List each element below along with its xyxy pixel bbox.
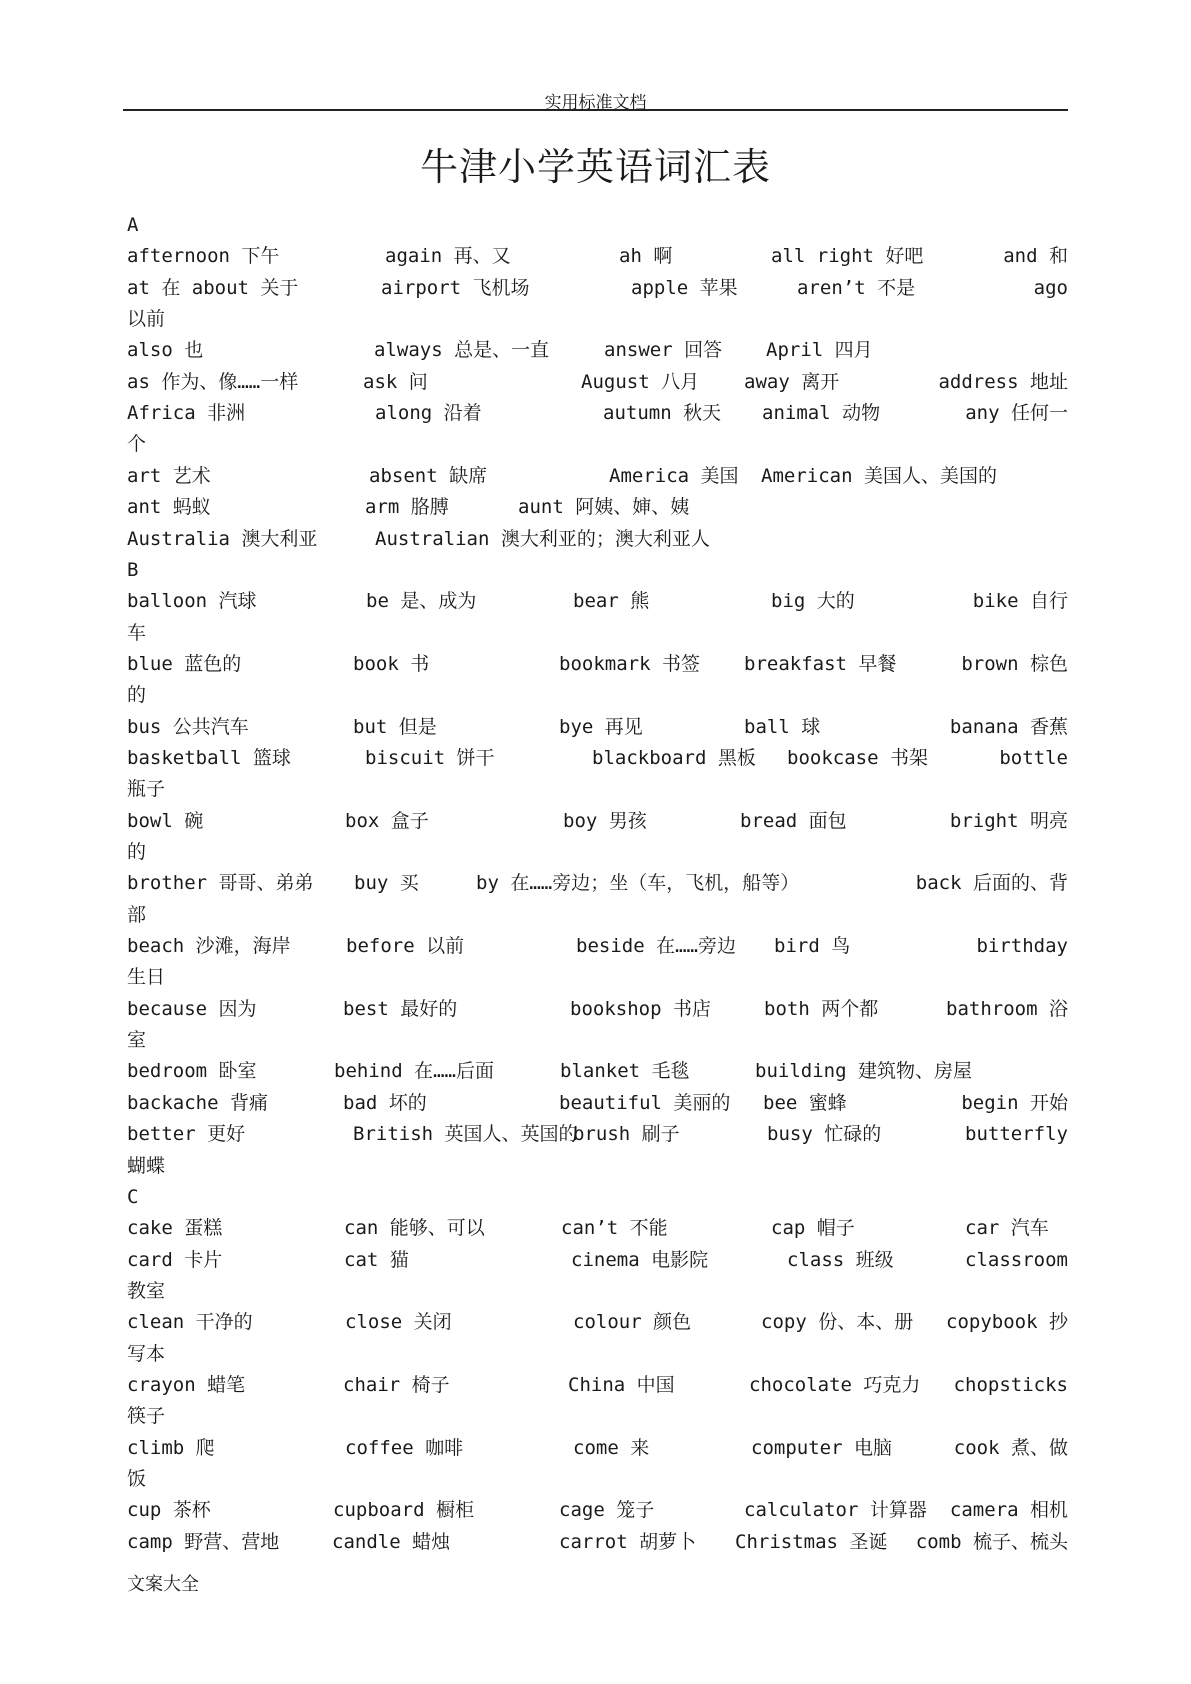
vocab-entry: also 也 xyxy=(127,339,204,362)
vocab-entry: basketball 篮球 xyxy=(127,746,291,769)
vocab-line xyxy=(127,492,1068,523)
vocab-entry: butterfly xyxy=(965,1123,1068,1146)
vocab-entry: classroom xyxy=(965,1248,1068,1271)
vocab-entry: bedroom 卧室 xyxy=(127,1060,257,1083)
vocab-entry: building 建筑物、房屋 xyxy=(755,1060,972,1083)
vocab-entry: bird 鸟 xyxy=(774,935,851,958)
vocab-entry: as 作为、像……一样 xyxy=(127,370,299,393)
vocab-entry: bright 明亮 xyxy=(949,809,1068,832)
vocab-entry: bus 公共汽车 xyxy=(127,715,249,738)
vocab-line xyxy=(127,743,1068,774)
vocab-entry: and 和 xyxy=(1003,245,1068,268)
vocab-entry: animal 动物 xyxy=(762,402,881,425)
vocab-line xyxy=(127,868,1068,899)
vocab-line xyxy=(127,1527,1068,1558)
vocab-entry: bear 熊 xyxy=(573,590,650,613)
vocab-entry: art 艺术 xyxy=(127,464,211,487)
vocab-line xyxy=(127,837,1068,868)
vocab-entry: close 关闭 xyxy=(345,1311,452,1334)
vocab-entry: beach 沙滩，海岸 xyxy=(127,935,291,958)
vocab-line xyxy=(127,649,1068,680)
vocab-entry: can 能够、可以 xyxy=(344,1217,485,1240)
vocab-line xyxy=(127,1401,1068,1432)
vocab-line xyxy=(127,1213,1068,1244)
vocab-entry: 以前 xyxy=(127,308,166,331)
vocab-entry: 个 xyxy=(127,433,147,456)
vocab-entry: 车 xyxy=(127,621,147,644)
vocab-entry: Christmas 圣诞 xyxy=(735,1530,888,1553)
vocab-line xyxy=(127,931,1068,962)
vocab-entry: banana 香蕉 xyxy=(949,715,1068,738)
vocab-entry: Africa 非洲 xyxy=(127,402,246,425)
section-letter xyxy=(127,555,1068,586)
vocab-line xyxy=(127,1119,1068,1150)
vocab-entry: before 以前 xyxy=(346,935,465,958)
vocab-entry: 写本 xyxy=(127,1342,166,1365)
vocab-entry: car 汽车 xyxy=(965,1217,1049,1240)
vocab-line xyxy=(127,524,1068,555)
vocab-entry: 部 xyxy=(127,903,147,926)
vocab-entry: 的 xyxy=(127,841,147,863)
vocab-entry: brother 哥哥、弟弟 xyxy=(127,872,314,895)
vocab-entry: box 盒子 xyxy=(345,809,429,832)
vocab-entry: C xyxy=(127,1185,139,1208)
vocab-entry: British 英国人、英国的 xyxy=(353,1123,578,1146)
vocab-entry: bad 坏的 xyxy=(343,1091,427,1114)
vocab-entry: chocolate 巧克力 xyxy=(749,1373,921,1396)
vocab-entry: balloon 汽球 xyxy=(127,590,257,613)
vocab-entry: bathroom 浴 xyxy=(946,997,1068,1020)
vocab-entry: cook 煮、做 xyxy=(953,1436,1068,1459)
vocab-entry: chopsticks xyxy=(953,1373,1068,1396)
vocab-entry: can’t 不能 xyxy=(561,1217,668,1240)
vocab-entry: birthday xyxy=(976,935,1068,958)
vocab-entry: 的 xyxy=(127,684,147,707)
vocab-line xyxy=(127,1151,1068,1182)
vocab-entry: cupboard 橱柜 xyxy=(333,1499,474,1522)
vocab-line xyxy=(127,241,1068,272)
vocab-entry: climb 爬 xyxy=(127,1436,215,1459)
vocab-entry: America 美国 xyxy=(609,464,739,487)
vocab-line xyxy=(127,962,1068,993)
vocab-entry: blue 蓝色的 xyxy=(127,652,242,675)
vocab-entry: boy 男孩 xyxy=(563,809,647,832)
vocab-entry: copybook 抄 xyxy=(946,1311,1068,1334)
vocab-entry: Australian 澳大利亚的；澳大利亚人 xyxy=(375,527,710,550)
vocab-line xyxy=(127,1370,1068,1401)
vocab-entry: Australia 澳大利亚 xyxy=(127,527,318,550)
vocab-entry: backache 背痛 xyxy=(127,1091,268,1114)
vocab-line xyxy=(127,806,1068,837)
vocab-entry: bread 面包 xyxy=(740,809,847,832)
vocab-entry: comb 梳子、梳头 xyxy=(915,1530,1068,1553)
vocab-entry: calculator 计算器 xyxy=(744,1499,927,1522)
vocab-entry: cage 笼子 xyxy=(559,1499,655,1522)
vocab-entry: camera 相机 xyxy=(949,1499,1068,1522)
vocab-entry: American 美国人、美国的 xyxy=(761,464,997,487)
vocab-entry: beside 在……旁边 xyxy=(576,935,736,958)
vocab-line xyxy=(127,1025,1068,1056)
vocab-entry: always 总是、一直 xyxy=(374,339,550,362)
vocab-entry: 教室 xyxy=(127,1279,166,1302)
vocab-entry: bookshop 书店 xyxy=(570,997,711,1020)
vocab-entry: back 后面的、背 xyxy=(915,872,1068,895)
vocab-entry: autumn 秋天 xyxy=(603,402,722,425)
vocab-entry: answer 回答 xyxy=(604,339,723,362)
vocab-entry: blanket 毛毯 xyxy=(560,1060,690,1083)
vocab-line xyxy=(127,335,1068,366)
vocab-entry: behind 在……后面 xyxy=(334,1060,494,1083)
vocab-entry: 饭 xyxy=(127,1468,147,1490)
vocab-entry: A xyxy=(127,214,139,236)
vocab-entry: breakfast 早餐 xyxy=(744,652,897,675)
vocab-entry: chair 椅子 xyxy=(343,1373,450,1396)
vocab-entry: bookcase 书架 xyxy=(787,746,928,769)
vocab-line xyxy=(127,273,1068,304)
vocab-entry: buy 买 xyxy=(354,872,419,895)
page-footer: 文案大全 xyxy=(127,1574,199,1595)
vocab-entry: big 大的 xyxy=(771,590,855,613)
vocab-entry: by 在……旁边；坐（车，飞机，船等） xyxy=(476,872,800,895)
vocab-entry: ant 蚂蚁 xyxy=(127,496,211,519)
vocab-line xyxy=(127,900,1068,931)
vocab-line xyxy=(127,1433,1068,1464)
vocab-entry: computer 电脑 xyxy=(751,1436,892,1459)
vocab-line xyxy=(127,367,1068,398)
vocab-entry: August 八月 xyxy=(581,370,700,393)
vocab-entry: ball 球 xyxy=(744,715,821,738)
vocab-entry: bookmark 书签 xyxy=(559,652,700,675)
vocab-entry: April 四月 xyxy=(766,339,873,362)
vocab-line xyxy=(127,1464,1068,1495)
vocab-entry: absent 缺席 xyxy=(369,464,488,487)
header-divider xyxy=(123,109,1068,111)
vocab-entry: 蝴蝶 xyxy=(127,1154,166,1177)
vocab-line xyxy=(127,618,1068,649)
vocab-entry: brush 刷子 xyxy=(573,1123,680,1146)
vocab-entry: clean 干净的 xyxy=(127,1311,253,1334)
vocab-entry: again 再、又 xyxy=(385,245,511,268)
vocab-entry: beautiful 美丽的 xyxy=(559,1091,731,1114)
vocab-entry: aren’t 不是 xyxy=(797,276,916,299)
vocab-entry: bye 再见 xyxy=(559,715,643,738)
vocab-entry: bee 蜜蜂 xyxy=(763,1091,847,1114)
vocab-entry: colour 颜色 xyxy=(573,1311,692,1334)
vocab-entry: apple 苹果 xyxy=(631,276,738,299)
vocab-entry: aunt 阿姨、婶、姨 xyxy=(518,496,690,519)
section-letter xyxy=(127,1182,1068,1213)
vocab-entry: bottle xyxy=(999,746,1068,769)
vocab-line xyxy=(127,774,1068,805)
vocab-entry: ask 问 xyxy=(363,370,428,393)
vocab-entry: along 沿着 xyxy=(375,402,482,425)
vocab-entry: 室 xyxy=(127,1029,147,1052)
vocab-entry: cat 猫 xyxy=(344,1248,409,1271)
vocab-entry: all right 好吧 xyxy=(771,245,924,268)
vocab-entry: afternoon 下午 xyxy=(127,245,280,268)
vocab-entry: busy 忙碌的 xyxy=(767,1123,882,1146)
vocab-entry: address 地址 xyxy=(938,370,1068,393)
vocab-entry: coffee 咖啡 xyxy=(345,1436,464,1459)
vocab-entry: ago xyxy=(1033,276,1068,299)
vocab-entry: candle 蜡烛 xyxy=(332,1530,451,1553)
vocab-line xyxy=(127,586,1068,617)
vocab-line xyxy=(127,304,1068,335)
vocab-entry: airport 飞机场 xyxy=(381,276,530,299)
vocab-line xyxy=(127,398,1068,429)
vocab-entry: crayon 蜡笔 xyxy=(127,1373,246,1396)
vocab-entry: 生日 xyxy=(127,966,166,989)
vocab-entry: camp 野营、营地 xyxy=(127,1530,280,1553)
vocab-line xyxy=(127,461,1068,492)
vocab-entry: blackboard 黑板 xyxy=(592,746,756,769)
vocab-entry: brown 棕色 xyxy=(961,652,1068,675)
vocab-entry: carrot 胡萝卜 xyxy=(559,1530,697,1553)
vocab-entry: cinema 电影院 xyxy=(571,1248,709,1271)
vocab-entry: away 离开 xyxy=(744,370,840,393)
vocab-entry: better 更好 xyxy=(127,1123,246,1146)
vocab-entry: bike 自行 xyxy=(972,590,1068,613)
vocab-entry: cup 茶杯 xyxy=(127,1499,211,1522)
vocab-entry: ah 啊 xyxy=(619,245,673,268)
vocab-entry: China 中国 xyxy=(568,1373,675,1396)
vocab-entry: card 卡片 xyxy=(127,1248,223,1271)
vocab-line xyxy=(127,1307,1068,1338)
vocab-line xyxy=(127,429,1068,460)
vocab-entry: both 两个都 xyxy=(764,997,879,1020)
vocab-entry: 筷子 xyxy=(127,1405,166,1428)
vocab-entry: biscuit 饼干 xyxy=(365,746,495,769)
vocab-line xyxy=(127,1245,1068,1276)
vocab-entry: because 因为 xyxy=(127,997,257,1020)
vocab-entry: arm 胳膊 xyxy=(365,496,449,519)
vocab-entry: 瓶子 xyxy=(127,778,166,801)
vocab-entry: any 任何一 xyxy=(965,402,1068,425)
page-title: 牛津小学英语词汇表 xyxy=(419,145,771,189)
section-letter xyxy=(127,210,1068,241)
vocab-line xyxy=(127,1276,1068,1307)
vocab-entry: come 来 xyxy=(573,1436,650,1459)
vocab-entry: cap 帽子 xyxy=(771,1217,855,1240)
vocab-entry: begin 开始 xyxy=(961,1091,1068,1114)
vocab-entry: cake 蛋糕 xyxy=(127,1217,223,1240)
vocab-entry: bowl 碗 xyxy=(127,809,204,832)
vocab-line xyxy=(127,680,1068,711)
vocab-line xyxy=(127,1056,1068,1087)
vocab-line xyxy=(127,994,1068,1025)
vocab-entry: B xyxy=(127,558,139,581)
vocab-entry: class 班级 xyxy=(787,1248,894,1271)
vocab-line xyxy=(127,1495,1068,1526)
vocab-line xyxy=(127,1088,1068,1119)
vocab-entry: book 书 xyxy=(353,652,430,675)
vocab-line xyxy=(127,1339,1068,1370)
vocab-entry: best 最好的 xyxy=(343,997,458,1020)
vocab-line xyxy=(127,712,1068,743)
page-header: 实用标准文档 xyxy=(544,93,647,113)
vocab-entry: copy 份、本、册 xyxy=(761,1311,914,1334)
vocab-entry: but 但是 xyxy=(353,715,437,738)
vocab-entry: at 在 about 关于 xyxy=(127,276,299,299)
vocab-entry: be 是、成为 xyxy=(366,590,477,613)
